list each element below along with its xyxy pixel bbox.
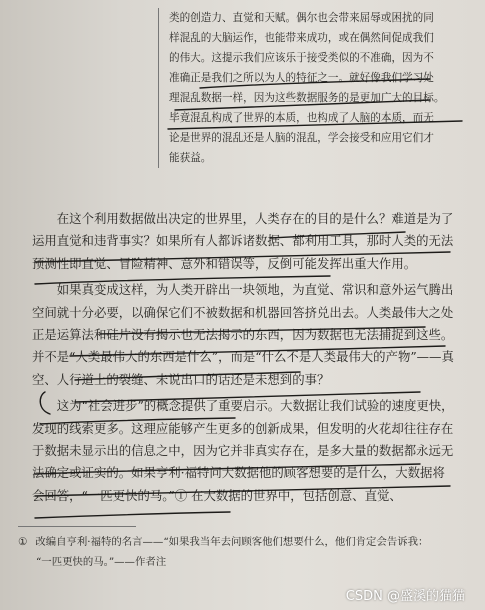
body-text bbox=[32, 208, 454, 511]
block-quote bbox=[158, 8, 469, 168]
quote-line: 理混乱数据一样，因为这些数据服务的是更加广大的目标。 bbox=[169, 92, 445, 104]
underline-mark bbox=[35, 512, 230, 518]
quote-line: 论是世界的混乱还是人脑的混乱，学会接受和应用它们才 bbox=[169, 132, 434, 144]
footnote-text: “一匹更快的马。”——作者注 bbox=[36, 556, 167, 568]
quote-line: 样混乱的大脑运作，也能带来成功，或在偶然间促成我们 bbox=[169, 32, 434, 44]
paragraph: 这为“社会进步”的概念提供了重要启示。大数据让我们试验的速度更快，发现的线索更多。这理应能够产生更多的创新成果，但发明的火花却往往存在于数据未显示出的信息之中，因为它并非真实存在，是多大量的数据都永远无法确定或证实的。如果亨利·福特问大数据他的顾客想要的是什么，大数据将会回答，“一匹更快的马。”① 在大数据的世界中，包括创意、直觉、 bbox=[32, 398, 454, 503]
footnote-text: 改编自亨利·福特的名言——“如果我当年去问顾客他们想要什么，他们肯定会告诉我： bbox=[35, 536, 429, 548]
quote-line: 能获益。 bbox=[169, 152, 212, 164]
footnote-divider bbox=[18, 526, 136, 527]
quote-line: 的伟大。这提示我们应该乐于接受类似的不准确，因为不 bbox=[169, 52, 434, 64]
footnote-line bbox=[18, 552, 458, 572]
paragraph: 如果真变成这样，为人类开辟出一块领地，为直觉、常识和意外运气腾出空间就十分必要，以确保它们不被数据和机器回答挤兑出去。人类最伟大之处正是运算法和硅片没有揭示也无法揭示的东西，因为数据也无法捕捉到这些。并不是“人类最伟大的东西是什么”，而是“什么不是人类最伟大的产物”——真空、人行道上的裂缝、未说出口的话还是未想到的事？ bbox=[32, 282, 454, 387]
quote-line: 类的创造力、直觉和天赋。偶尔也会带来屈辱或困扰的同 bbox=[169, 12, 434, 24]
paragraph: 在这个利用数据做出决定的世界里，人类存在的目的是什么？难道是为了运用直觉和违背事实？如果所有人都诉诸数据、都利用工具，那时人类的无法预测性即直觉、冒险精神、意外和错误等，反倒可能发挥出重大作用。 bbox=[32, 211, 454, 271]
quote-line: 毕竟混乱构成了世界的本质，也构成了人脑的本质，而无 bbox=[169, 112, 434, 124]
watermark: CSDN @盛溪的猫猫 bbox=[345, 589, 465, 604]
footnote-line bbox=[18, 532, 458, 552]
footnote bbox=[18, 532, 458, 572]
quote-line: 准确正是我们之所以为人的特征之一。就好像我们学习处 bbox=[169, 72, 434, 84]
footnote-marker: ① bbox=[18, 536, 28, 548]
